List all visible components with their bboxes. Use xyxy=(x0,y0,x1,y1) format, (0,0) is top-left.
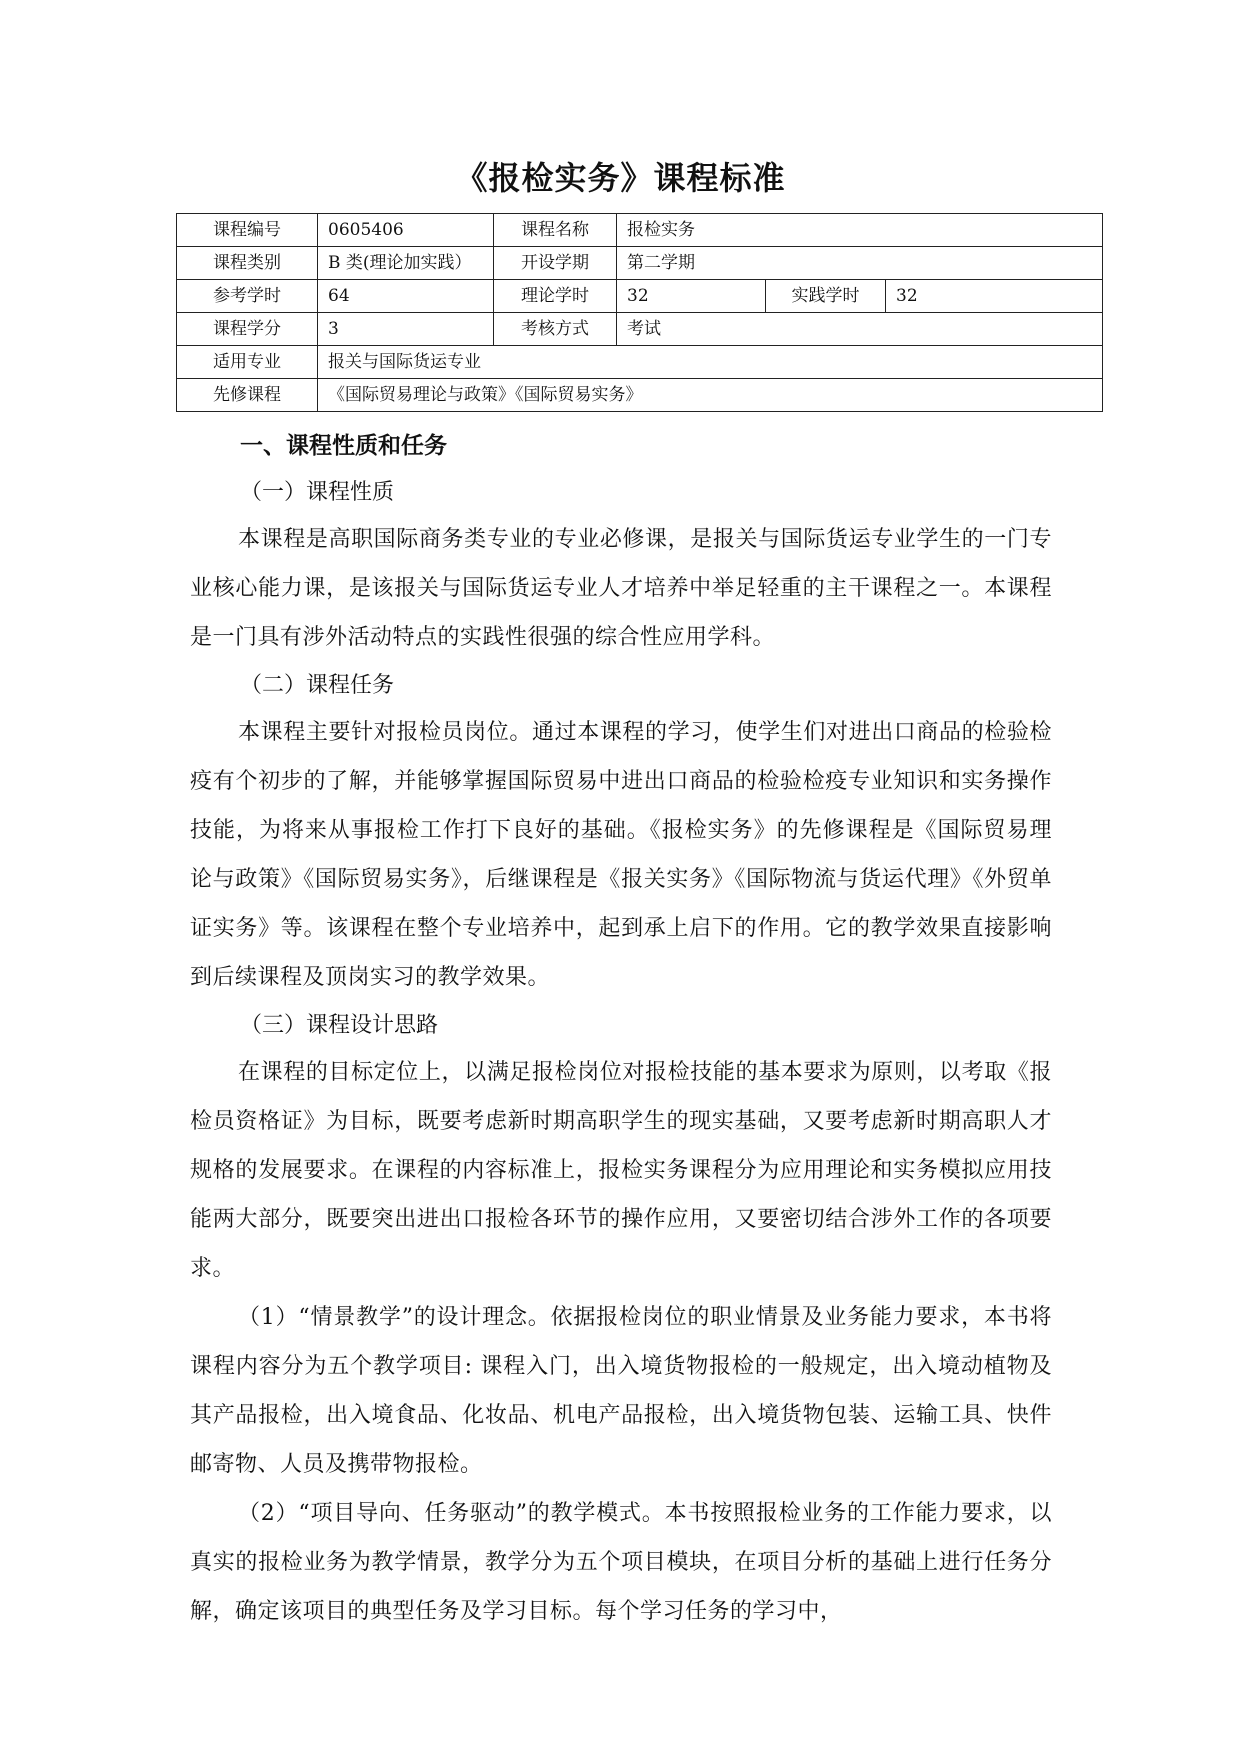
practice-hours-label: 实践学时 xyxy=(766,280,886,313)
document-body xyxy=(190,423,1052,1636)
ref-hours-value: 64 xyxy=(318,280,494,313)
course-name-label: 课程名称 xyxy=(494,214,617,247)
subsection-heading-nature: （一）课程性质 xyxy=(240,480,395,505)
practice-hours-value: 32 xyxy=(886,280,1103,313)
course-info-table xyxy=(176,213,1103,412)
table-row xyxy=(177,247,1103,280)
assessment-value: 考试 xyxy=(617,313,1103,346)
theory-hours-value: 32 xyxy=(617,280,766,313)
course-name-value: 报检实务 xyxy=(617,214,1103,247)
paragraph-task: 本课程主要针对报检员岗位。通过本课程的学习，使学生们对进出口商品的检验检疫有个初步的了解，并能够掌握国际贸易中进出口商品的检验检疫专业知识和实务操作技能，为将来从事报检工作打下良好的基础。《报检实务》的先修课程是《国际贸易理论与政策》《国际贸易实务》，后继课程是《报关实务》《国际物流与货运代理》《外贸单证实务》等。该课程在整个专业培养中，起到承上启下的作用。它的教学效果直接影响到后续课程及顶岗实习的教学效果。 xyxy=(190,720,1052,990)
course-code-value: 0605406 xyxy=(318,214,494,247)
credits-label: 课程学分 xyxy=(177,313,318,346)
paragraph-design-1: 在课程的目标定位上，以满足报检岗位对报检技能的基本要求为原则，以考取《报检员资格证》为目标，既要考虑新时期高职学生的现实基础，又要考虑新时期高职人才规格的发展要求。在课程的内容标准上，报检实务课程分为应用理论和实务模拟应用技能两大部分，既要突出进出口报检各环节的操作应用，又要密切结合涉外工作的各项要求。 xyxy=(190,1060,1052,1281)
course-code-label: 课程编号 xyxy=(177,214,318,247)
subsection-heading-design: （三）课程设计思路 xyxy=(240,1013,439,1038)
semester-label: 开设学期 xyxy=(494,247,617,280)
table-row xyxy=(177,214,1103,247)
table-row xyxy=(177,379,1103,412)
subsection-heading-task: （二）课程任务 xyxy=(240,673,395,698)
major-label: 适用专业 xyxy=(177,346,318,379)
paragraph-design-3: （2）“项目导向、任务驱动”的教学模式。本书按照报检业务的工作能力要求，以真实的报检业务为教学情景，教学分为五个项目模块，在项目分析的基础上进行任务分解，确定该项目的典型任务及学习目标。每个学习任务的学习中， xyxy=(190,1501,1052,1624)
document-title: 《报检实务》课程标准 xyxy=(455,159,786,197)
semester-value: 第二学期 xyxy=(617,247,1103,280)
course-type-label: 课程类别 xyxy=(177,247,318,280)
paragraph-design-2: （1）“情景教学”的设计理念。依据报检岗位的职业情景及业务能力要求，本书将课程内容分为五个教学项目: 课程入门，出入境货物报检的一般规定，出入境动植物及其产品报检，出入境食品、化妆品、机电产品报检，出入境货物包装、运输工具、快件邮寄物、人员及携带物报检。 xyxy=(190,1305,1052,1477)
table-row xyxy=(177,313,1103,346)
major-value: 报关与国际货运专业 xyxy=(318,346,1103,379)
prereq-label: 先修课程 xyxy=(177,379,318,412)
assessment-label: 考核方式 xyxy=(494,313,617,346)
ref-hours-label: 参考学时 xyxy=(177,280,318,313)
paragraph-nature: 本课程是高职国际商务类专业的专业必修课，是报关与国际货运专业学生的一门专业核心能力课，是该报关与国际货运专业人才培养中举足轻重的主干课程之一。本课程是一门具有涉外活动特点的实践性很强的综合性应用学科。 xyxy=(190,527,1052,650)
prereq-value: 《国际贸易理论与政策》《国际贸易实务》 xyxy=(318,379,1103,412)
table-row xyxy=(177,346,1103,379)
course-type-value: B 类(理论加实践） xyxy=(318,247,494,280)
theory-hours-label: 理论学时 xyxy=(494,280,617,313)
credits-value: 3 xyxy=(318,313,494,346)
section-heading: 一、课程性质和任务 xyxy=(240,433,447,459)
table-row xyxy=(177,280,1103,313)
